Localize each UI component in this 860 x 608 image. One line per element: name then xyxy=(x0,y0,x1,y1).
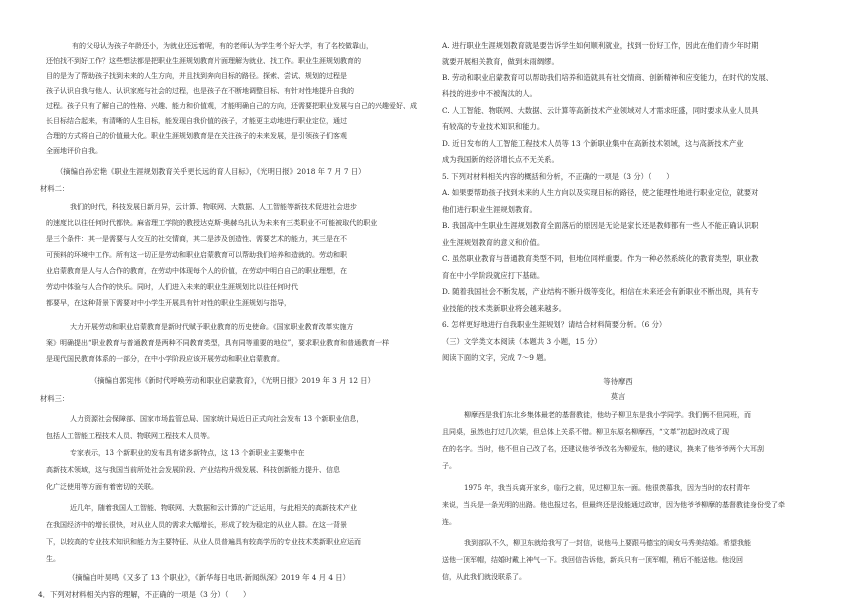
text-line: 我们的时代，科技发展日新月异，云计算、物联网、大数据、人工智能等新技术促进社会进步 xyxy=(70,203,357,211)
option-line: 科技的进步中不被淘汰的人。 xyxy=(442,89,537,98)
option-line: 成为我国新的经济增长点不无关系。 xyxy=(442,155,559,164)
story-line: 送他一顶军帽，结婚时戴上神气一下。我回信告诉他，新兵只有一顶军帽，稍后不能送他。他没回 xyxy=(442,556,743,564)
text-line: 的速度比以往任何时代都快。麻省理工学院的教授达克斯·奥赫乌扎认为未来有三类职业不可能被取代的职业 xyxy=(46,219,378,227)
citation: （摘编自孙宏艳《职业生涯规划教育关乎更长远的育人目标》，《光明日报》2018 年 7 月 7 日） xyxy=(56,167,366,176)
option-line: 业生涯规划教育的意义和价值。 xyxy=(442,238,545,247)
text-line: 还怕找不到好工作？这些想法都是把职业生涯规划教育片面理解为就业、找工作。职业生涯规划教育的 xyxy=(46,57,361,65)
story-line: 子。 xyxy=(442,462,456,470)
instruction: 阅读下面的文字，完成 7～9 题。 xyxy=(442,353,551,362)
text-line: 生。 xyxy=(46,555,60,563)
text-line: 人力资源社会保障部、国家市场监管总局、国家统计局近日正式向社会发布 13 个新职业信息， xyxy=(70,415,364,423)
story-title: 等待摩西 xyxy=(603,377,633,386)
story-line: 且同桌，虽然也打过几次架，但总体上关系不错。柳卫东原名柳摩西，“文革”初起时改成了现 xyxy=(442,428,730,436)
text-line: 在我国经济中的增长很快，对从业人员的需求大幅增长，形成了较为稳定的从业人群。在这一背景 xyxy=(46,521,347,529)
option-line: 就要开展相关教育，做到未雨绸缪。 xyxy=(442,57,559,66)
option-line: 他们进行职业生涯规划教育。 xyxy=(442,205,537,214)
text-line: 是现代国民教育体系的一部分，在中小学阶段应该开展劳动和职业启蒙教育。 xyxy=(46,355,284,363)
option-line: 有较高的专业技术知识和能力。 xyxy=(442,122,545,131)
option-line: B. 劳动和职业启蒙教育可以帮助我们培养和造就具有社交情商、创新精神和应变能力，在时代的发展、 xyxy=(442,73,774,82)
text-line: 专家表示，13 个新职业的发布具有诸多新特点，这 13 个新职业主要集中在 xyxy=(70,449,305,457)
text-line: 长目标结合起来，有清晰的人生目标，能发现自我价值的孩子，才能更主动地进行职业定位，通过 xyxy=(46,117,347,125)
text-line: 下，以较高的专业技术知识和能力为主要特征、从业人员普遍具有较高学历的专业技术类新职业应运而 xyxy=(46,538,361,546)
story-line: 柳摩西是我们东北乡集体最老的基督教徒，他幼子柳卫东是我小学同学。我们俩不但同班，而 xyxy=(464,411,751,419)
text-line: 合理的方式将自己的价值最大化。职业生涯规划教育是在关注孩子的未来发展，是引领孩子们客观 xyxy=(46,132,347,140)
option-line: B. 我国高中生职业生涯规划教育全面落后的原因是无论是家长还是教师都有一些人不能正确认识职 xyxy=(442,221,759,230)
option-line: C. 虽然职业教育与普通教育类型不同，但地位同样重要。作为一种必然系统化的教育类型，职业教 xyxy=(442,254,759,263)
story-line: 在的名字。当时，他不但自己改了名，还建议他爷爷改名为柳爱东，他的建议，换来了他爷爷两个大耳刮 xyxy=(442,445,764,453)
option-line: D. 随着我国社会不断发展，产业结构不断升级等变化，相信在未来还会有新职业不断出现，具有专 xyxy=(442,287,759,296)
text-line: 大力开展劳动和职业启蒙教育是新时代赋予职业教育的历史使命。《国家职业教育改革实施方 xyxy=(70,323,354,331)
text-line: 业启蒙教育是人与人合作的教育，在劳动中体现每个人的价值，在劳动中明白自己的职业理想，在 xyxy=(46,267,347,275)
option-line: C. 人工智能、物联网、大数据、云计算等高新技术产业领域对人才需求旺盛，同时要求从业人员具 xyxy=(442,106,759,115)
text-line: 可预料的环境中工作。所有这一切正是劳动和职业启蒙教育可以帮助我们培养和造就的。劳动和职 xyxy=(46,251,347,259)
story-line: 1975 年，我当兵离开家乡，临行之前，见过柳卫东一面。他很羡慕我，因为当时的农村青年 xyxy=(464,484,751,492)
story-line: 信，从此我们就没联系了。 xyxy=(442,573,526,581)
option-line: 业技能的技术类新职业将会越来越多。 xyxy=(442,304,567,313)
text-line: 目的是为了帮助孩子找到未来的人生方向，并且找到奔向目标的路径。探索、尝试、规划的过程是 xyxy=(46,72,347,80)
text-line: 有的父母认为孩子年龄还小，为就业还远着呢，有的老师认为学生考个好大学，有了名校做靠山， xyxy=(72,42,373,50)
citation: （摘编自叶昊鸣《又多了 13 个职业》，《新华每日电讯·新闻纵深》2019 年 4 月 4 日） xyxy=(68,573,350,582)
text-line: 包括人工智能工程技术人员、物联网工程技术人员等。 xyxy=(46,432,214,440)
story-line: 连。 xyxy=(442,518,456,526)
text-line: 化广泛使用等方面有着密切的关联。 xyxy=(46,483,158,491)
section-heading: 材料三： xyxy=(40,394,70,403)
option-line: A. 如果要帮助孩子找到未来的人生方向以及实现目标的路径，使之能理性地进行职业定位，就要对 xyxy=(442,188,759,197)
text-line: 过程。孩子只有了解自己的性格、兴趣、能力和价值观，才能明确自己的方向，还需要把职业发展与自己的兴趣爱好、成 xyxy=(46,102,417,110)
text-line: 高新技术领域，这与我国当前所处社会发展阶段、产业结构升级发展、科技创新能力提升、信息 xyxy=(46,466,340,474)
option-line: 育在中小学阶段就应打下基础。 xyxy=(442,271,545,280)
question-4: 4．下列对材料相关内容的理解，不正确的一项是（3 分）（ ） xyxy=(38,590,251,599)
text-line: 都要早，在这种背景下需要对中小学生开展具有针对性的职业生涯规划与指导， xyxy=(46,299,291,307)
text-line: 孩子认识自我与他人、认识家庭与社会的过程，也是孩子在不断地调整目标、有针对性地提升自我的 xyxy=(46,87,354,95)
option-line: D. 近日发布的人工智能工程技术人员等 13 个新职业集中在高新技术领域，这与高新技术产业 xyxy=(442,139,744,148)
section-heading: 材料二： xyxy=(40,184,70,193)
citation: （摘编自郭宪伟《新时代呼唤劳动和职业启蒙教育》，《光明日报》2019 年 3 月 12 日） xyxy=(90,376,375,385)
story-line: 我到部队不久，柳卫东就给我写了一封信，说他马上要跟马德宝的闺女马秀美结婚。希望我能 xyxy=(464,539,751,547)
story-line: 来说，当兵是一条光明的出路。他也报过名，但最终还是没能通过政审，因为他爷爷柳摩的基督教徒身份受了牵 xyxy=(442,501,785,509)
text-line: 是三个条件：其一是需要与人交互的社交情商，其二是涉及创造性、需要艺术的能力，其三是在不 xyxy=(46,235,347,243)
question-5: 5. 下列对材料相关内容的概括和分析，不正确的一项是（3 分）（ ） xyxy=(442,172,674,181)
option-line: A. 进行职业生涯规划教育就是要告诉学生如何顺利就业，找到一份好工作，因此在他们青少年时期 xyxy=(442,41,759,50)
text-line: 全面地评价自我。 xyxy=(46,147,102,155)
section-heading: （三）文学类文本阅读（本题共 3 小题，15 分） xyxy=(442,337,602,346)
text-line: 劳动中体验与人合作的快乐。同时，人们进入未来的职业生涯规划比以往任何时代 xyxy=(46,283,298,291)
text-line: 近几年，随着我国人工智能、物联网、大数据和云计算的广泛运用，与此相关的高新技术产业 xyxy=(70,504,357,512)
question-6: 6. 怎样更好地进行自我职业生涯规划？请结合材料简要分析。（6 分） xyxy=(442,320,667,329)
text-line: 案》明确提出“职业教育与普通教育是两种不同教育类型，具有同等重要的地位”，要求职业教育和普通教育一样 xyxy=(46,339,390,347)
story-author: 莫言 xyxy=(610,392,626,401)
